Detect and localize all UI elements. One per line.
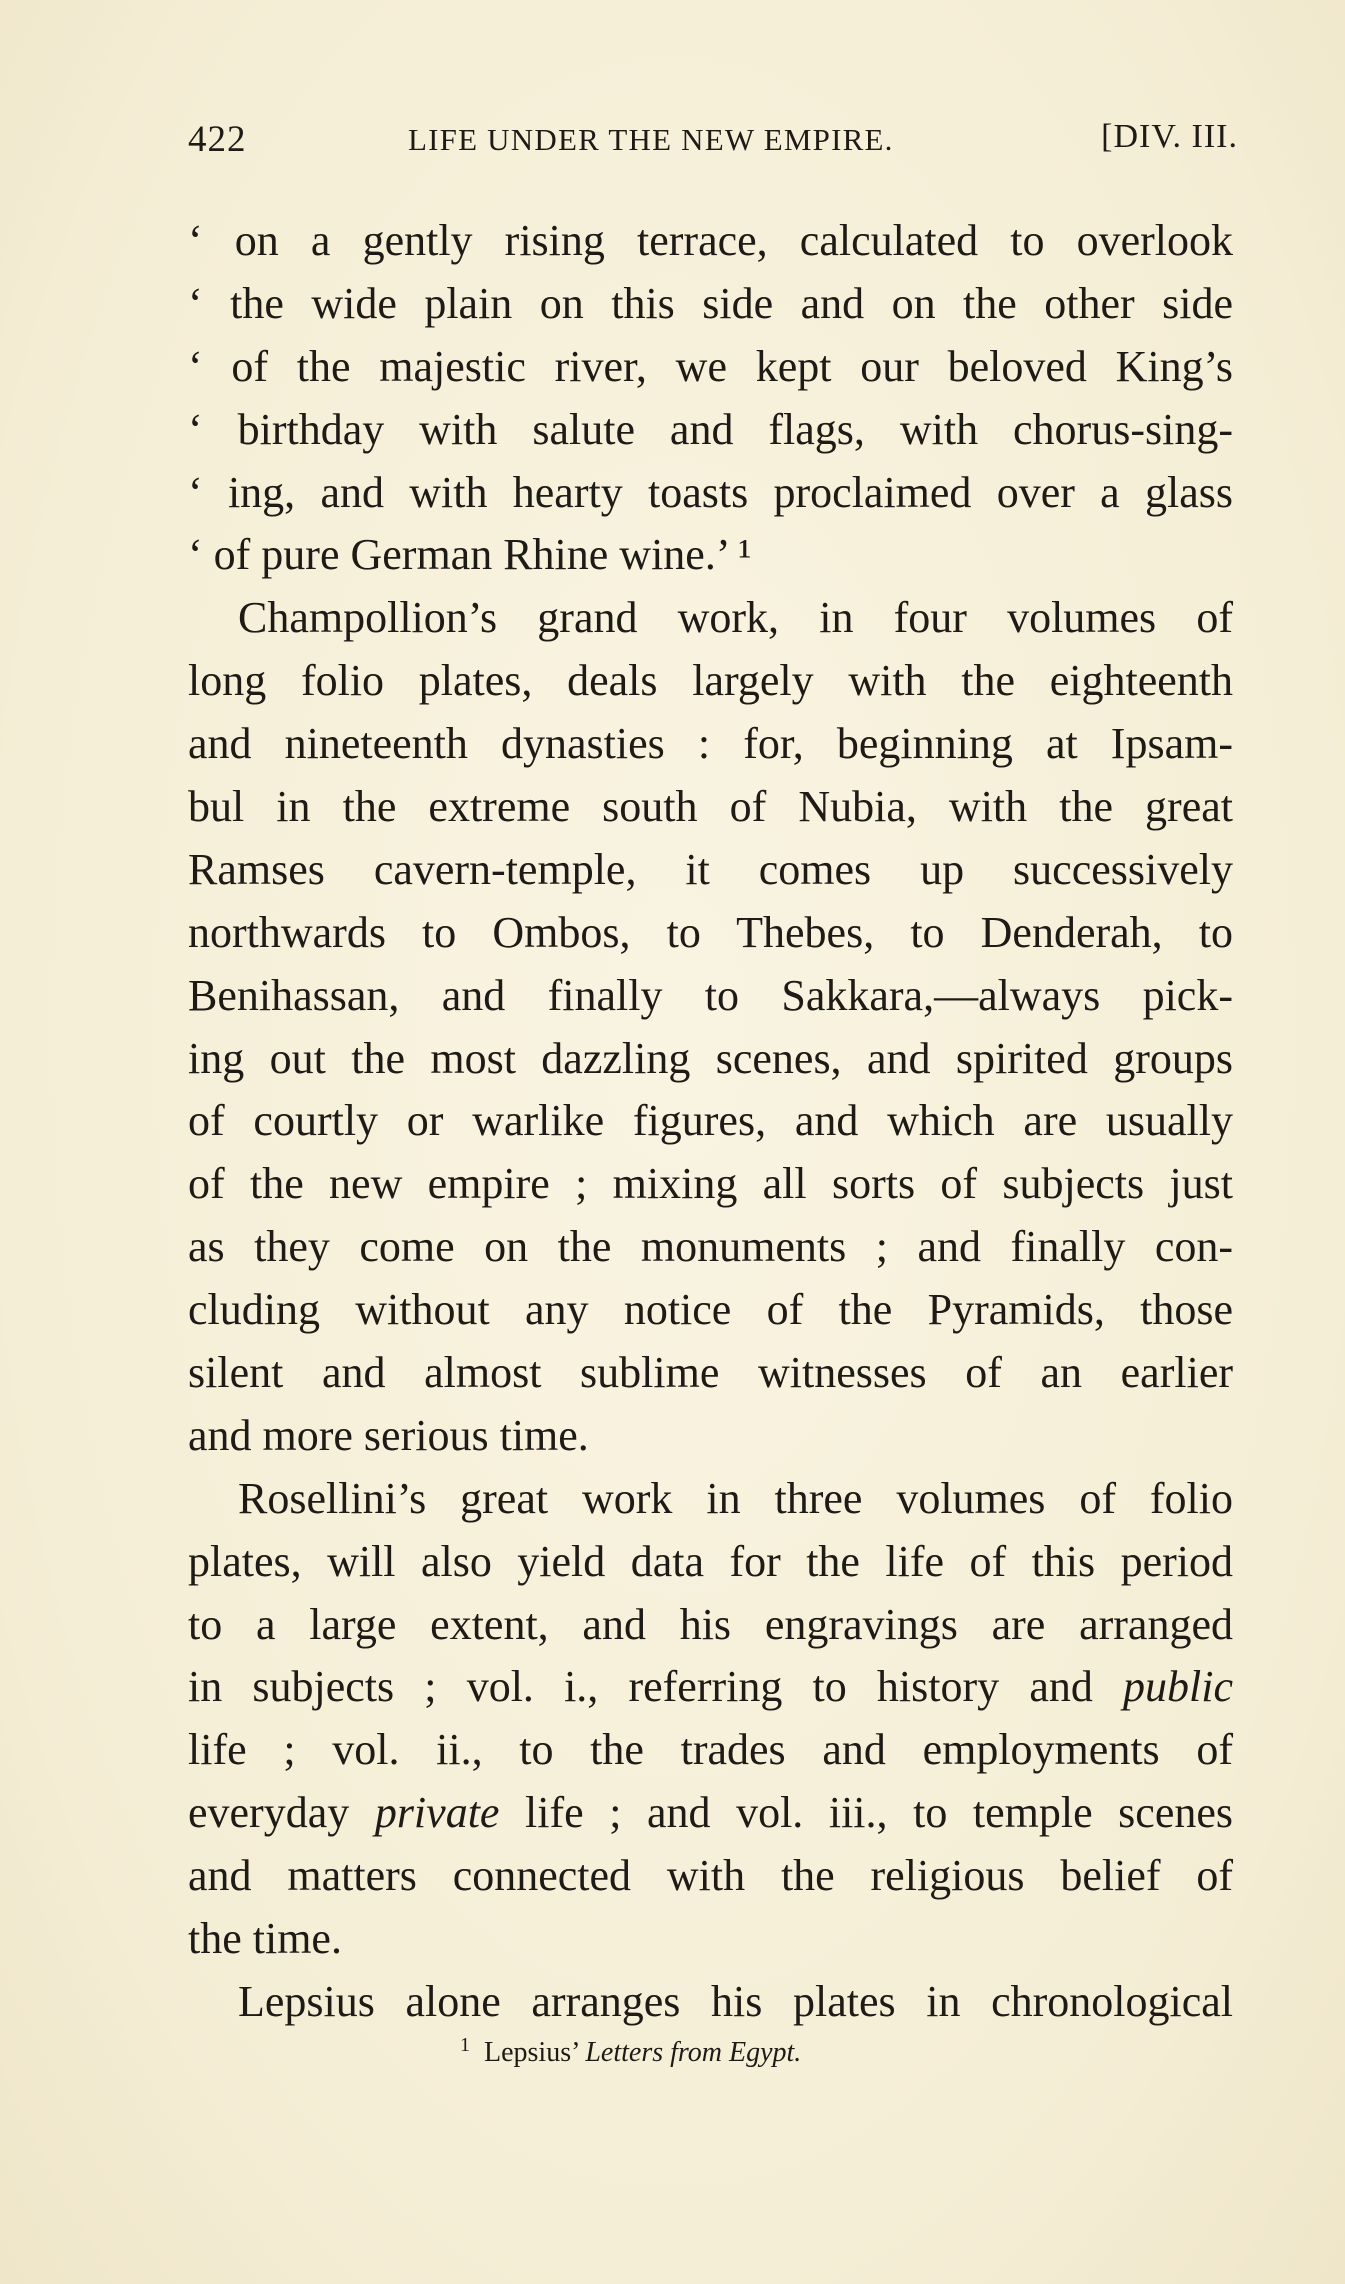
text-line: as they come on the monuments ; and finally con- xyxy=(188,1222,1233,1272)
text-line: Lepsius alone arranges his plates in chronological xyxy=(238,1976,1233,2026)
text-line xyxy=(188,1782,1233,1845)
text-line: silent and almost sublime witnesses of an earlier xyxy=(188,1348,1233,1398)
text-line: plates, will also yield data for the life of this period xyxy=(188,1536,1233,1586)
italic-emphasis: private xyxy=(374,1788,500,1838)
text-line: northwards to Ombos, to Thebes, to Denderah, to xyxy=(188,907,1233,957)
body-text xyxy=(188,210,1233,2034)
page-number: 422 xyxy=(188,119,247,160)
division-label: [DIV. III. xyxy=(1101,118,1238,155)
text-line: and nineteenth dynasties : for, beginning at Ipsam- xyxy=(188,719,1233,769)
running-head xyxy=(188,118,1238,168)
text-line: Rosellini’s great work in three volumes of folio xyxy=(238,1473,1233,1523)
text-line: ‘ on a gently rising terrace, calculated to overlook xyxy=(188,216,1233,265)
text-line: and more serious time. xyxy=(188,1410,589,1460)
italic-emphasis: public xyxy=(1123,1662,1233,1712)
text-line: Benihassan, and finally to Sakkara,—always pick- xyxy=(188,970,1233,1020)
text-line: life ; vol. ii., to the trades and employments of xyxy=(188,1725,1233,1775)
text-line: ‘ of pure German Rhine wine.’ ¹ xyxy=(188,530,752,580)
text-line: ‘ the wide plain on this side and on the other side xyxy=(188,278,1233,328)
text-line: bul in the extreme south of Nubia, with the great xyxy=(188,782,1233,832)
text-line: Champollion’s grand work, in four volumes of xyxy=(238,593,1233,643)
text-line: ‘ of the majestic river, we kept our beloved King’s xyxy=(188,341,1233,391)
text-line: of courtly or warlike figures, and which are usually xyxy=(188,1096,1233,1146)
footnote-title: Letters from Egypt. xyxy=(585,2037,802,2068)
text-line: cluding without any notice of the Pyramids, those xyxy=(188,1285,1233,1335)
text-line: the time. xyxy=(188,1914,342,1964)
text-line: ‘ birthday with salute and flags, with chorus-sing- xyxy=(188,404,1233,454)
text-line: long folio plates, deals largely with the eighteenth xyxy=(188,656,1233,706)
text-line: Ramses cavern-temple, it comes up successively xyxy=(188,844,1233,894)
text-line: of the new empire ; mixing all sorts of subjects just xyxy=(188,1159,1233,1209)
text-line: ing out the most dazzling scenes, and spirited groups xyxy=(188,1033,1233,1083)
text-line: to a large extent, and his engravings are arranged xyxy=(188,1599,1233,1649)
running-title: LIFE UNDER THE NEW EMPIRE. xyxy=(408,122,894,157)
text-segment: life ; and vol. iii., to temple scenes xyxy=(499,1788,1233,1838)
text-line: ‘ ing, and with hearty toasts proclaimed over a glass xyxy=(188,467,1233,517)
footnote-marker: 1 xyxy=(460,2034,470,2056)
text-segment: in subjects ; vol. i., referring to history and xyxy=(188,1662,1124,1712)
text-segment: everyday xyxy=(188,1788,375,1838)
footnote xyxy=(460,2034,801,2069)
text-line xyxy=(188,1656,1233,1719)
footnote-author: Lepsius’ xyxy=(484,2037,579,2068)
text-line: and matters connected with the religious belief of xyxy=(188,1851,1233,1901)
